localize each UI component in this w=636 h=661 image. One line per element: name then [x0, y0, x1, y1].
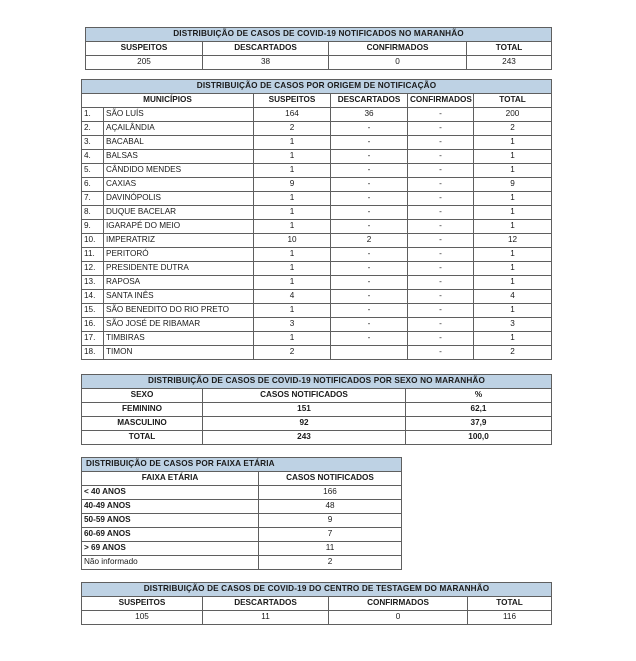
column-header-suspeitos: SUSPEITOS	[86, 42, 203, 56]
cell-confirmados: -	[408, 248, 474, 262]
cell-confirmados: -	[408, 122, 474, 136]
cell-municipio: SÃO LUÍS	[104, 108, 254, 122]
column-header-municipios: MUNICÍPIOS	[82, 94, 254, 108]
cell-faixa-etaria: > 69 ANOS	[82, 542, 259, 556]
cell-descartados: -	[331, 276, 408, 290]
cell-suspeitos: 1	[254, 164, 331, 178]
cell-index: 9.	[82, 220, 104, 234]
cell-municipio: TIMBIRAS	[104, 332, 254, 346]
cell-suspeitos: 9	[254, 178, 331, 192]
cell-confirmados: -	[408, 262, 474, 276]
cell-suspeitos: 1	[254, 304, 331, 318]
table-row	[82, 178, 552, 192]
table-row	[82, 611, 552, 625]
table-row	[82, 206, 552, 220]
cell-total: 116	[468, 611, 552, 625]
table-row	[82, 150, 552, 164]
table-casos-centro-testagem	[81, 582, 552, 625]
cell-municipio: BACABAL	[104, 136, 254, 150]
cell-suspeitos: 10	[254, 234, 331, 248]
cell-casos-notificados: 151	[203, 403, 406, 417]
cell-confirmados: -	[408, 178, 474, 192]
table-row	[82, 542, 402, 556]
column-header-percentual: %	[406, 389, 552, 403]
cell-total: 9	[474, 178, 552, 192]
table-row	[82, 332, 552, 346]
cell-total: 1	[474, 206, 552, 220]
cell-total: 1	[474, 220, 552, 234]
cell-total: 243	[467, 56, 552, 70]
column-header-descartados: DESCARTADOS	[203, 42, 329, 56]
cell-descartados: -	[331, 290, 408, 304]
column-header-sexo: SEXO	[82, 389, 203, 403]
cell-suspeitos: 1	[254, 206, 331, 220]
cell-municipio: SANTA INÊS	[104, 290, 254, 304]
cell-suspeitos: 1	[254, 136, 331, 150]
cell-suspeitos: 105	[82, 611, 203, 625]
cell-sexo: MASCULINO	[82, 417, 203, 431]
table-row	[82, 248, 552, 262]
cell-confirmados: -	[408, 304, 474, 318]
cell-index: 5.	[82, 164, 104, 178]
cell-total: 1	[474, 192, 552, 206]
cell-index: 6.	[82, 178, 104, 192]
cell-total: 12	[474, 234, 552, 248]
cell-confirmados: -	[408, 346, 474, 360]
cell-confirmados: -	[408, 234, 474, 248]
cell-confirmados: -	[408, 318, 474, 332]
cell-faixa-etaria: 60-69 ANOS	[82, 528, 259, 542]
cell-descartados	[331, 346, 408, 360]
table-title-row	[82, 375, 552, 389]
cell-confirmados: -	[408, 276, 474, 290]
cell-suspeitos: 3	[254, 318, 331, 332]
table-row	[82, 514, 402, 528]
table-header-row	[86, 42, 552, 56]
table-row	[86, 56, 552, 70]
column-header-suspeitos: SUSPEITOS	[82, 597, 203, 611]
cell-suspeitos: 1	[254, 248, 331, 262]
cell-total: 1	[474, 262, 552, 276]
cell-confirmados: -	[408, 164, 474, 178]
cell-descartados: 11	[203, 611, 329, 625]
cell-percentual: 37,9	[406, 417, 552, 431]
column-header-suspeitos: SUSPEITOS	[254, 94, 331, 108]
table-row	[82, 500, 402, 514]
cell-casos-notificados: 11	[259, 542, 402, 556]
cell-descartados: -	[331, 262, 408, 276]
cell-index: 18.	[82, 346, 104, 360]
table-row	[82, 417, 552, 431]
cell-descartados: -	[331, 220, 408, 234]
cell-municipio: PRESIDENTE DUTRA	[104, 262, 254, 276]
table-row	[82, 192, 552, 206]
cell-total: 3	[474, 318, 552, 332]
cell-index: 13.	[82, 276, 104, 290]
table-row	[82, 431, 552, 445]
cell-faixa-etaria: < 40 ANOS	[82, 486, 259, 500]
cell-descartados: -	[331, 178, 408, 192]
cell-descartados: -	[331, 304, 408, 318]
table-row	[82, 262, 552, 276]
cell-municipio: RAPOSA	[104, 276, 254, 290]
cell-confirmados: 0	[329, 56, 467, 70]
cell-index: 11.	[82, 248, 104, 262]
cell-casos-notificados: 166	[259, 486, 402, 500]
column-header-casos-notificados: CASOS NOTIFICADOS	[203, 389, 406, 403]
cell-municipio: IMPERATRIZ	[104, 234, 254, 248]
cell-suspeitos: 1	[254, 276, 331, 290]
table-row	[82, 556, 402, 570]
table-casos-notificados-maranhao	[85, 27, 552, 70]
cell-casos-notificados: 48	[259, 500, 402, 514]
column-header-total: TOTAL	[474, 94, 552, 108]
column-header-total: TOTAL	[467, 42, 552, 56]
cell-total: 1	[474, 332, 552, 346]
column-header-confirmados: CONFIRMADOS	[329, 42, 467, 56]
cell-confirmados: -	[408, 136, 474, 150]
cell-faixa-etaria: Não informado	[82, 556, 259, 570]
cell-descartados: -	[331, 150, 408, 164]
cell-total: 1	[474, 136, 552, 150]
cell-municipio: DUQUE BACELAR	[104, 206, 254, 220]
table-title: DISTRIBUIÇÃO DE CASOS DE COVID-19 NOTIFICADOS POR SEXO NO MARANHÃO	[82, 375, 552, 389]
cell-suspeitos: 164	[254, 108, 331, 122]
cell-suspeitos: 2	[254, 346, 331, 360]
cell-municipio: AÇAILÂNDIA	[104, 122, 254, 136]
column-header-descartados: DESCARTADOS	[331, 94, 408, 108]
cell-percentual: 62,1	[406, 403, 552, 417]
table-header-row	[82, 94, 552, 108]
cell-descartados: -	[331, 332, 408, 346]
cell-faixa-etaria: 40-49 ANOS	[82, 500, 259, 514]
table-row	[82, 346, 552, 360]
cell-index: 14.	[82, 290, 104, 304]
table-casos-por-origem	[81, 79, 552, 360]
table-title: DISTRIBUIÇÃO DE CASOS DE COVID-19 DO CENTRO DE TESTAGEM DO MARANHÃO	[82, 583, 552, 597]
cell-confirmados: -	[408, 206, 474, 220]
cell-sexo: FEMININO	[82, 403, 203, 417]
cell-faixa-etaria: 50-59 ANOS	[82, 514, 259, 528]
table-row	[82, 164, 552, 178]
cell-municipio: SÃO JOSÉ DE RIBAMAR	[104, 318, 254, 332]
table-row	[82, 318, 552, 332]
cell-municipio: DAVINÓPOLIS	[104, 192, 254, 206]
column-header-confirmados: CONFIRMADOS	[408, 94, 474, 108]
cell-confirmados: 0	[329, 611, 468, 625]
cell-municipio: SÃO BENEDITO DO RIO PRETO	[104, 304, 254, 318]
column-header-descartados: DESCARTADOS	[203, 597, 329, 611]
table-row	[82, 528, 402, 542]
cell-suspeitos: 1	[254, 150, 331, 164]
table-row	[82, 220, 552, 234]
cell-index: 16.	[82, 318, 104, 332]
cell-descartados: 38	[203, 56, 329, 70]
cell-percentual: 100,0	[406, 431, 552, 445]
column-header-total: TOTAL	[468, 597, 552, 611]
cell-sexo: TOTAL	[82, 431, 203, 445]
cell-suspeitos: 2	[254, 122, 331, 136]
cell-municipio: CÂNDIDO MENDES	[104, 164, 254, 178]
cell-descartados: 2	[331, 234, 408, 248]
cell-index: 4.	[82, 150, 104, 164]
table-row	[82, 234, 552, 248]
cell-confirmados: -	[408, 290, 474, 304]
cell-index: 15.	[82, 304, 104, 318]
cell-index: 12.	[82, 262, 104, 276]
cell-descartados: 36	[331, 108, 408, 122]
cell-casos-notificados: 7	[259, 528, 402, 542]
table-casos-por-sexo	[81, 374, 552, 445]
cell-total: 1	[474, 304, 552, 318]
cell-index: 8.	[82, 206, 104, 220]
table-header-row	[82, 597, 552, 611]
cell-municipio: IGARAPÉ DO MEIO	[104, 220, 254, 234]
table-title: DISTRIBUIÇÃO DE CASOS POR FAIXA ETÁRIA	[82, 458, 402, 472]
cell-total: 1	[474, 276, 552, 290]
table-row	[82, 486, 402, 500]
table-title: DISTRIBUIÇÃO DE CASOS DE COVID-19 NOTIFICADOS NO MARANHÃO	[86, 28, 552, 42]
cell-descartados: -	[331, 206, 408, 220]
table-casos-por-faixa-etaria	[81, 457, 402, 570]
cell-suspeitos: 1	[254, 192, 331, 206]
cell-index: 1.	[82, 108, 104, 122]
cell-index: 10.	[82, 234, 104, 248]
cell-municipio: TIMON	[104, 346, 254, 360]
cell-confirmados: -	[408, 108, 474, 122]
cell-casos-notificados: 243	[203, 431, 406, 445]
table-row	[82, 290, 552, 304]
cell-descartados: -	[331, 122, 408, 136]
table-title-row	[86, 28, 552, 42]
cell-total: 200	[474, 108, 552, 122]
table-title-row	[82, 458, 402, 472]
cell-index: 17.	[82, 332, 104, 346]
cell-index: 2.	[82, 122, 104, 136]
cell-suspeitos: 1	[254, 220, 331, 234]
cell-casos-notificados: 9	[259, 514, 402, 528]
table-row	[82, 122, 552, 136]
table-row	[82, 403, 552, 417]
column-header-casos-notificados: CASOS NOTIFICADOS	[259, 472, 402, 486]
cell-index: 7.	[82, 192, 104, 206]
table-title: DISTRIBUIÇÃO DE CASOS POR ORIGEM DE NOTIFICAÇÃO	[82, 80, 552, 94]
cell-descartados: -	[331, 192, 408, 206]
table-row	[82, 304, 552, 318]
cell-confirmados: -	[408, 150, 474, 164]
cell-suspeitos: 4	[254, 290, 331, 304]
cell-descartados: -	[331, 136, 408, 150]
cell-total: 4	[474, 290, 552, 304]
cell-total: 1	[474, 150, 552, 164]
column-header-faixa-etaria: FAIXA ETÁRIA	[82, 472, 259, 486]
cell-confirmados: -	[408, 220, 474, 234]
cell-municipio: PERITORÓ	[104, 248, 254, 262]
table-title-row	[82, 583, 552, 597]
cell-confirmados: -	[408, 192, 474, 206]
table-header-row	[82, 472, 402, 486]
cell-municipio: BALSAS	[104, 150, 254, 164]
cell-total: 2	[474, 122, 552, 136]
cell-descartados: -	[331, 164, 408, 178]
cell-total: 1	[474, 248, 552, 262]
cell-suspeitos: 1	[254, 262, 331, 276]
cell-confirmados: -	[408, 332, 474, 346]
table-row	[82, 276, 552, 290]
cell-casos-notificados: 92	[203, 417, 406, 431]
table-title-row	[82, 80, 552, 94]
cell-total: 1	[474, 164, 552, 178]
cell-municipio: CAXIAS	[104, 178, 254, 192]
cell-suspeitos: 1	[254, 332, 331, 346]
cell-suspeitos: 205	[86, 56, 203, 70]
cell-index: 3.	[82, 136, 104, 150]
cell-total: 2	[474, 346, 552, 360]
table-row	[82, 136, 552, 150]
cell-casos-notificados: 2	[259, 556, 402, 570]
column-header-confirmados: CONFIRMADOS	[329, 597, 468, 611]
cell-descartados: -	[331, 248, 408, 262]
table-header-row	[82, 389, 552, 403]
table-row	[82, 108, 552, 122]
cell-descartados: -	[331, 318, 408, 332]
